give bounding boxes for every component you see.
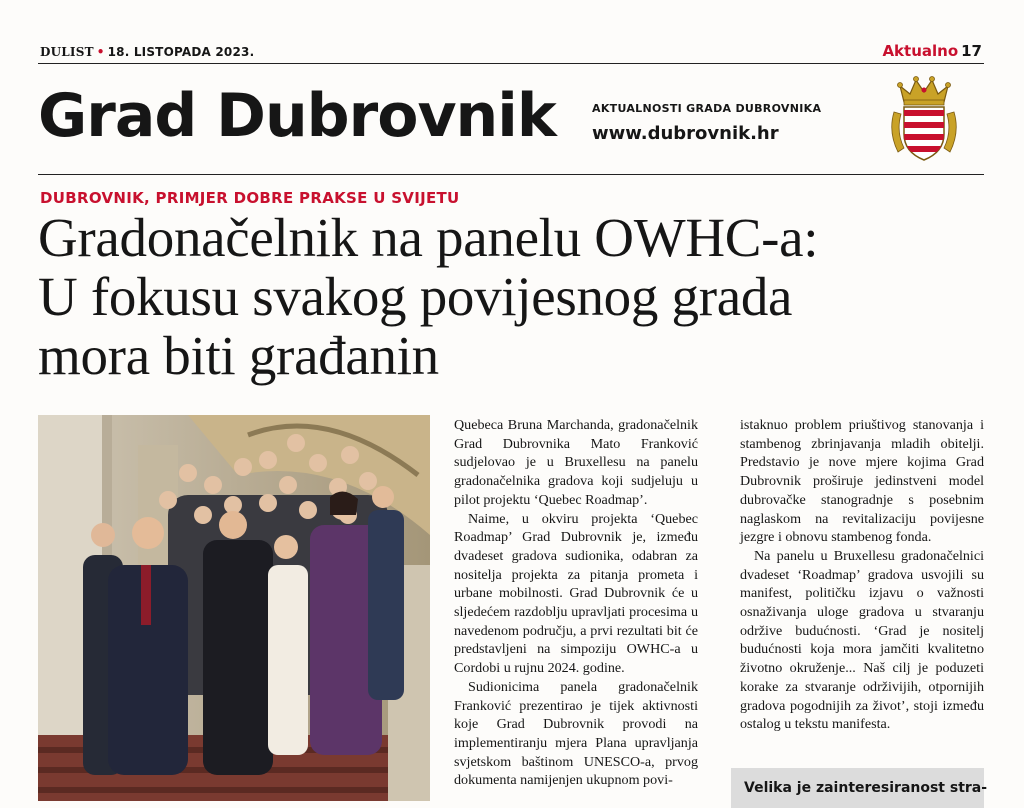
masthead-website: www.dubrovnik.hr xyxy=(592,123,779,144)
article-paragraph: Na panelu u Bruxellesu gradonačelnici dvadeset ‘Roadmap’ gradova usvojili su manifest, političku izjavu o važnosti osnaživanja uloge gradova u stvaranju održive budućnosti. ‘Grad je nositelj budućnosti koja mora jamčiti kvalitetno životno okruženje... Naš cilj je poduzeti korake za stvaranje održivijih, otpornijih gradova pogodnijih za život’, stoji između ostalog u tekstu manifesta. xyxy=(740,547,984,733)
article-paragraph: Quebeca Bruna Marchanda, gradonačelnik Grad Dubrovnika Mato Franković sudjelovao je u Bruxellesu na panelu gradonačelnika gradova koji sudjeluju u pilot projektu ‘Quebec Roadmap’. xyxy=(454,417,698,508)
section-name: Aktualno xyxy=(882,42,959,60)
sidebar-title: Velika je zainteresiranost stra- xyxy=(744,780,988,796)
separator-dot: • xyxy=(96,45,105,59)
issue-info xyxy=(40,45,254,59)
headline-line: mora biti građanin xyxy=(38,325,439,386)
article-paragraph: Naime, u okviru projekta ‘Quebec Roadmap’ Grad Dubrovnik je, između dvadeset gradova sudionika, odabran za nositelja projekta za pitanja prometa i urbane mobilnosti. Grad Dubrovnik će u sljedećem razdoblju upravljati procesima u navedenom području, a prvi rezultati bit će predstavljeni na simpoziju OWHC-a u Cordobi u rujnu 2024. godine. xyxy=(454,510,698,677)
top-rule xyxy=(38,63,984,64)
masthead-rule xyxy=(38,174,984,175)
article-column-1 xyxy=(454,416,698,790)
page-number: 17 xyxy=(961,42,982,60)
article-kicker: DUBROVNIK, PRIMJER DOBRE PRAKSE U SVIJETU xyxy=(40,189,460,207)
headline-line: U fokusu svakog povijesnog grada xyxy=(38,266,793,327)
page-section xyxy=(882,42,982,60)
article-headline xyxy=(38,208,998,385)
publication-name: DULIST xyxy=(40,45,94,59)
article-paragraph: istaknuo problem priuštivog stanovanja i stambenog zbrinjavanja mladih obitelji. Predstavio je nove mjere kojima Grad Dubrovnik proširuje jedinstveni model dubrovačke stanogradnje s posebnim naglaskom na revitalizaciju povijesne jezgre i obnovu stambenog fonda. xyxy=(740,417,984,546)
masthead-tagline: AKTUALNOSTI GRADA DUBROVNIKA xyxy=(592,102,822,115)
dubrovnik-coat-of-arms-icon xyxy=(886,72,962,167)
issue-date: 18. LISTOPADA 2023. xyxy=(107,45,255,59)
article-paragraph: Sudionicima panela gradonačelnik Franković prezentirao je tijek aktivnosti koje Grad Dubrovnik provodi na implementiranju mjera Plana upravljanja svjetskom baštinom UNESCO-a, prvog dokumenta namijenjen ukupnom povi- xyxy=(454,678,698,789)
article-photo xyxy=(38,415,430,801)
article-column-2 xyxy=(740,416,984,734)
headline-line: Gradonačelnik na panelu OWHC-a: xyxy=(38,207,819,268)
masthead-title: Grad Dubrovnik xyxy=(38,81,556,151)
